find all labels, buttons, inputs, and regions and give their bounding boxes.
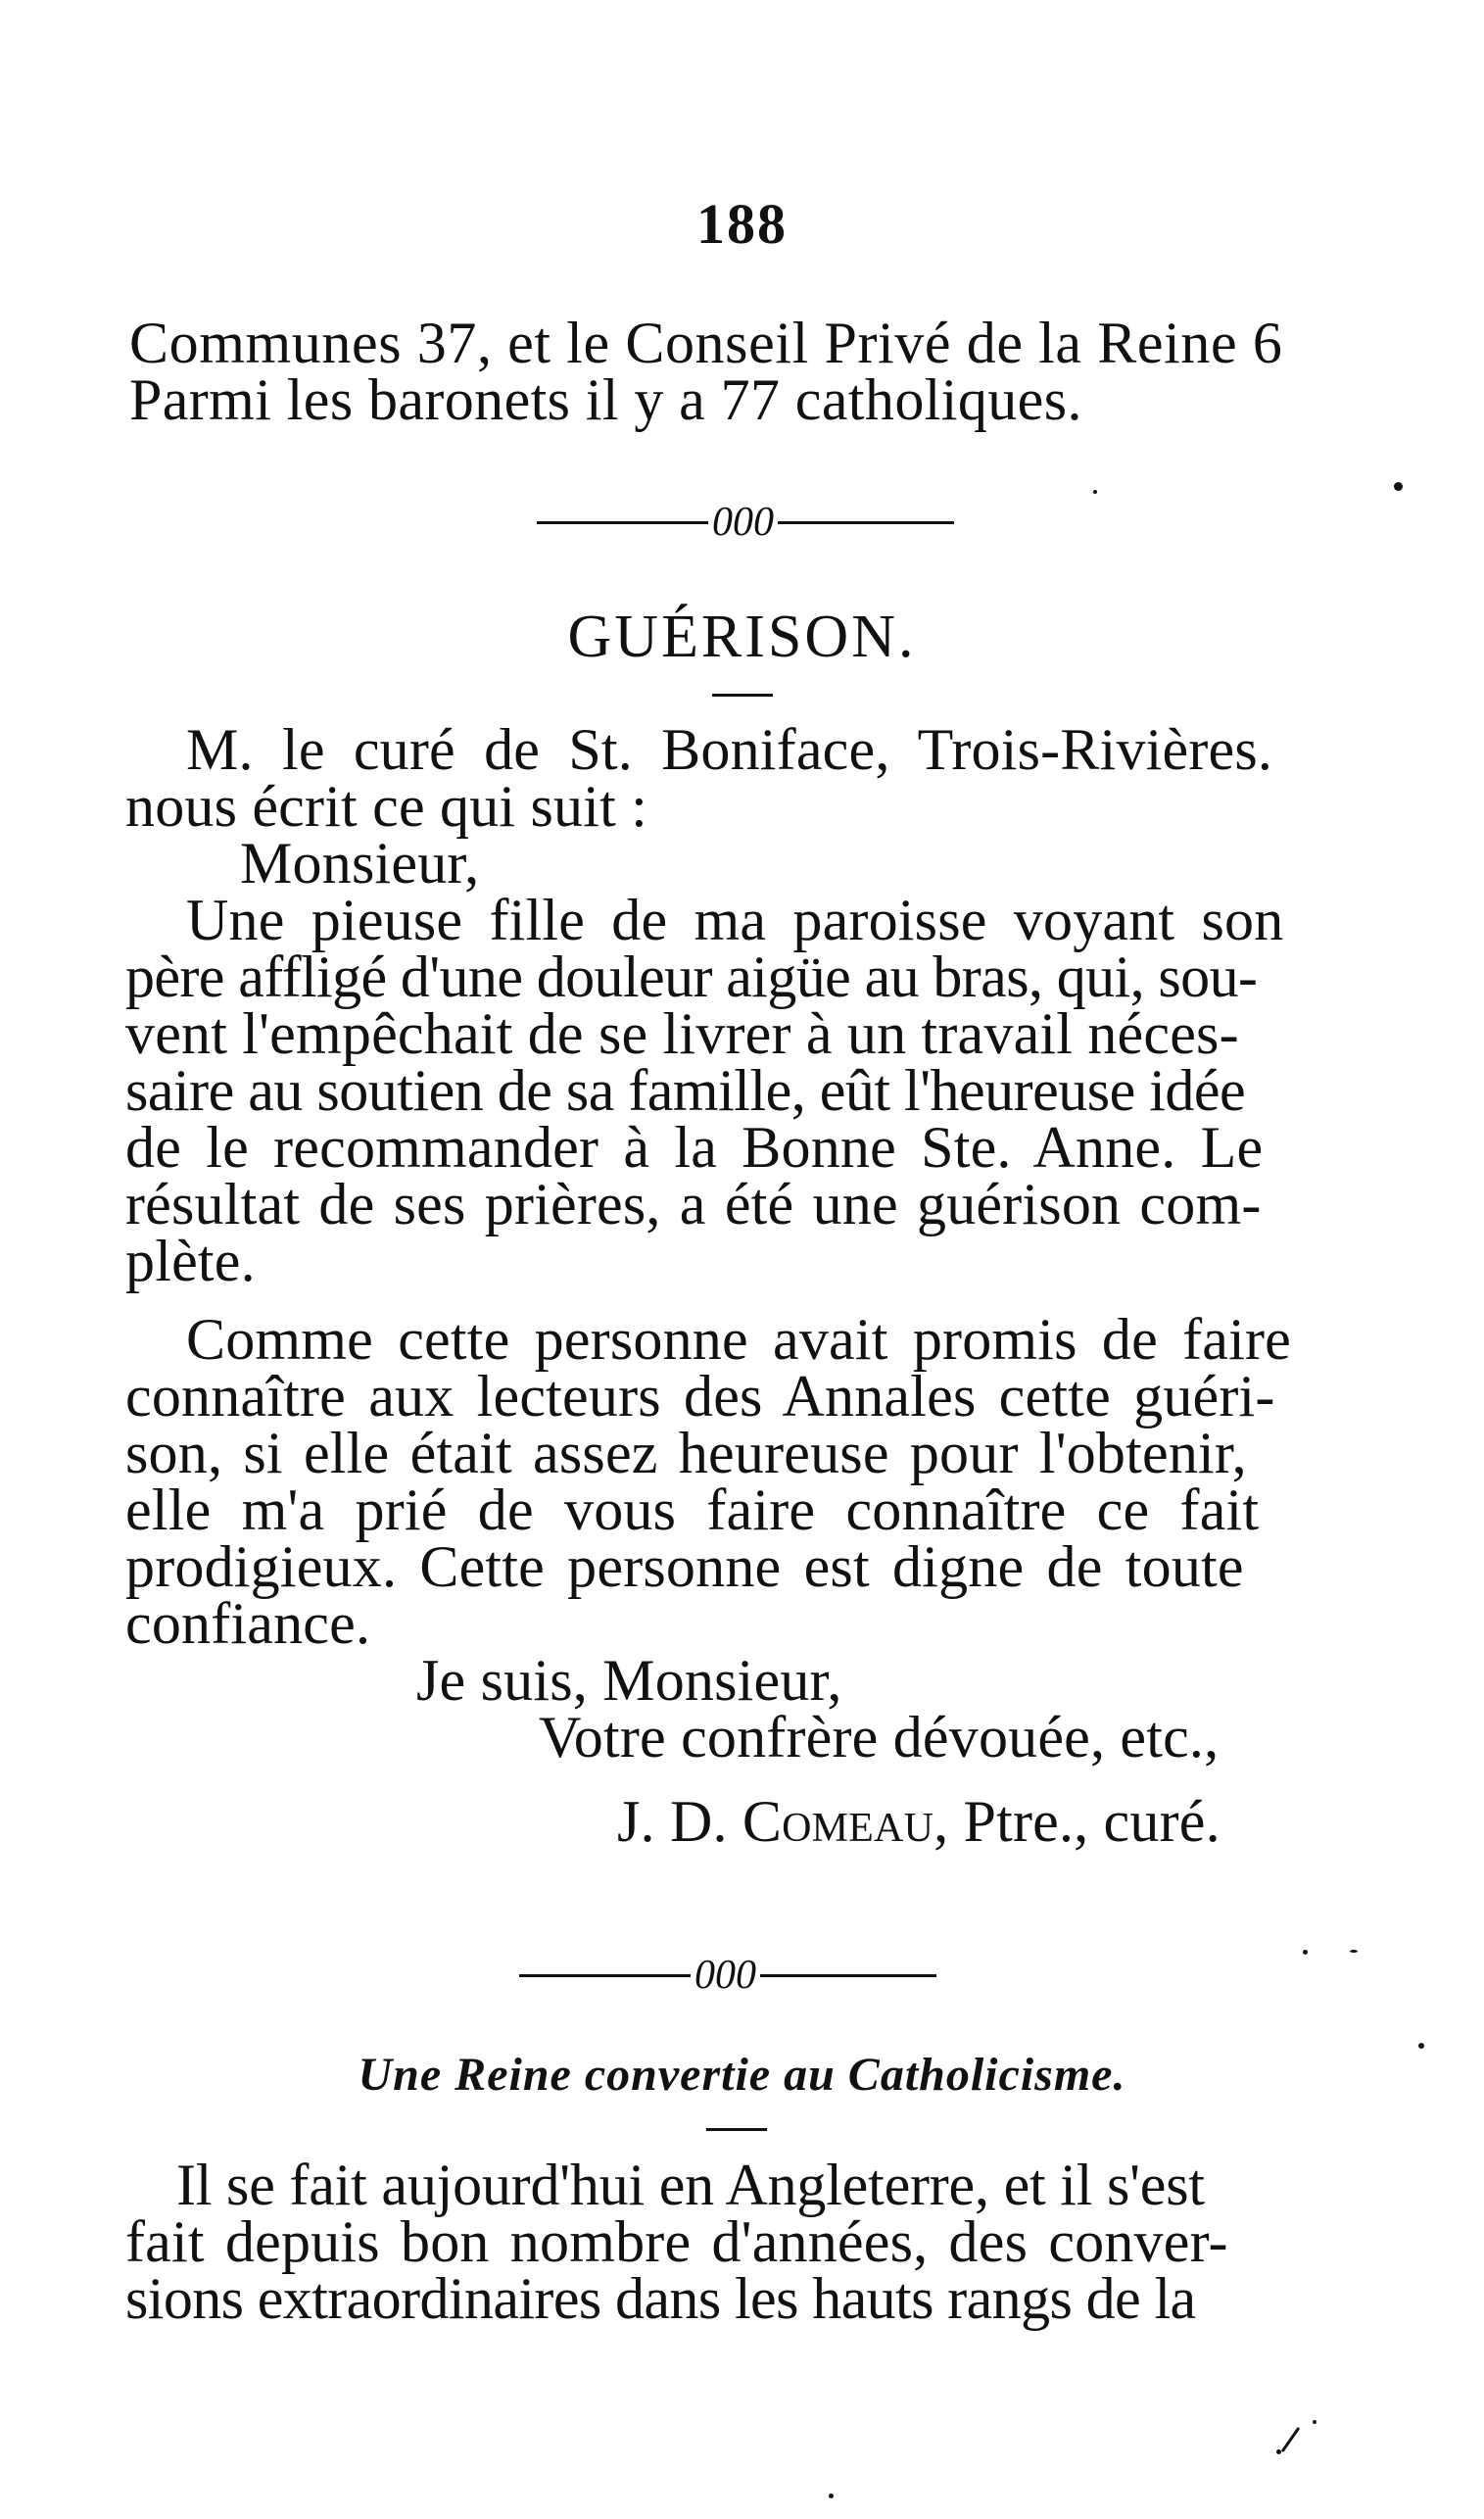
body-line: son, si elle était assez heureuse pour l'obtenir, — [125, 1421, 1247, 1485]
scan-speck — [1281, 2427, 1301, 2452]
separator-2 — [519, 1955, 936, 1996]
body-line: Une pieuse fille de ma paroisse voyant son — [186, 888, 1284, 952]
scan-speck — [1313, 2420, 1316, 2424]
scan-speck — [1394, 482, 1403, 491]
separator-1 — [537, 502, 954, 543]
scan-speck — [1350, 1950, 1358, 1953]
scan-speck — [1303, 1950, 1308, 1955]
separator-rule — [519, 1974, 691, 1977]
title-underline — [706, 2128, 767, 2131]
body-line: Il se fait aujourd'hui en Angleterre, et il s'est — [176, 2153, 1205, 2217]
body-line: plète. — [125, 1229, 256, 1293]
signature-prefix: J. D. — [617, 1789, 742, 1854]
body-line: Monsieur, — [240, 831, 480, 896]
separator-rule — [778, 521, 954, 524]
scan-speck — [1418, 2043, 1424, 2049]
body-line: résultat de ses prières, a été une guérison com- — [125, 1172, 1262, 1236]
body-line: prodigieux. Cette personne est digne de toute — [125, 1534, 1244, 1599]
section-title-guerison: GUÉRISON. — [567, 604, 917, 670]
scan-speck — [1093, 490, 1097, 494]
separator-rule — [760, 1974, 936, 1977]
body-line: Comme cette personne avait promis de faire — [186, 1307, 1292, 1372]
title-underline — [712, 694, 773, 697]
body-line: père affligé d'une douleur aigüe au bras, qui, sou- — [125, 945, 1258, 1009]
body-line: connaître aux lecteurs des Annales cette guéri- — [125, 1364, 1275, 1429]
body-line: sions extraordinaires dans les hauts rangs de la — [125, 2266, 1196, 2331]
separator-text: 000 — [694, 1953, 756, 1998]
body-line: saire au soutien de sa famille, eût l'heureuse idée — [125, 1058, 1246, 1123]
scan-speck — [829, 2494, 834, 2498]
signature — [617, 1789, 1221, 1854]
section-title-reine: Une Reine convertie au Catholicisme. — [358, 2049, 1126, 2101]
closing-line: Je suis, Monsieur, — [416, 1648, 842, 1713]
body-line: vent l'empêchait de se livrer à un travail néces- — [125, 1001, 1239, 1066]
signature-suffix: , Ptre., curé. — [933, 1789, 1221, 1854]
signature-name: Comeau — [742, 1789, 934, 1854]
intro-line-2: Parmi les baronets il y a 77 catholiques. — [129, 367, 1082, 432]
body-line: nous écrit ce qui suit : — [125, 774, 648, 839]
body-line: M. le curé de St. Boniface, Trois-Rivières. — [186, 717, 1273, 782]
separator-rule — [537, 521, 708, 524]
intro-line-1: Communes 37, et le Conseil Privé de la Reine 6 — [129, 311, 1283, 375]
body-line: de le recommander à la Bonne Ste. Anne. Le — [125, 1115, 1264, 1180]
body-line: fait depuis bon nombre d'années, des conver- — [125, 2209, 1228, 2274]
separator-text: 000 — [712, 500, 774, 545]
body-line: elle m'a prié de vous faire connaître ce fait — [125, 1477, 1260, 1542]
body-line: confiance. — [125, 1591, 371, 1656]
closing-line: Votre confrère dévouée, etc., — [539, 1705, 1220, 1769]
page-number: 188 — [696, 192, 788, 256]
